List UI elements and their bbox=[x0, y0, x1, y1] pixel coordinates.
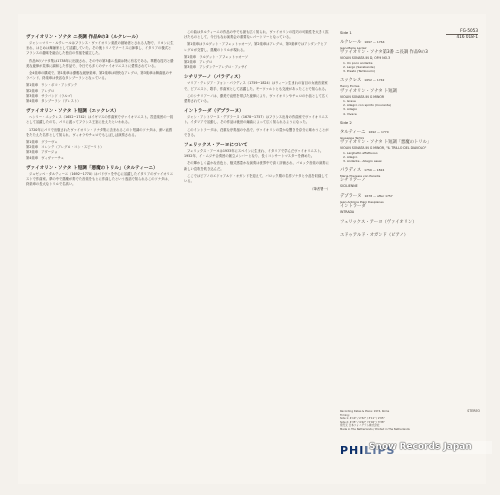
work-title-en: INTRADA bbox=[340, 210, 355, 215]
distributor: 発売元 日本フォノグラム株式会社 bbox=[340, 424, 380, 428]
recording-info bbox=[340, 410, 480, 432]
manufacture-note: Made in The Netherlands / Printed in The Netherlands bbox=[340, 427, 410, 431]
recording-dates: Recording Dates & Place: 1974, Rome bbox=[340, 410, 390, 413]
matrix-number: 416 018-1 bbox=[456, 34, 478, 40]
section-title-tartini: ヴァイオリン・ソナタ ト短調「悪魔のトリル」（タルティーニ） bbox=[26, 165, 158, 171]
side-1-label: Side 1 bbox=[340, 30, 352, 35]
composer-years: 1759 — 1824 bbox=[364, 168, 385, 173]
movement-line: 第3楽章 サラバンド（ラルゴ） bbox=[26, 93, 75, 98]
paragraph: ジャン・アントワーヌ・デプラーヌ（1678−1757）はフランス出身の作曲家でヴァイオリニスト。イタリアで活動し、その作品は後世の編曲によって広く知られるようになった。 bbox=[184, 115, 329, 125]
paragraph: このシチリアーノは、優美で哀愁を帯びた旋律により、ヴァイオリンやチェロの小品として広く愛奏されている。 bbox=[184, 93, 329, 104]
work-title-en: VIOLIN SONATA IN G MINOR, "IL TRILLO DEL DIAVOLO" bbox=[340, 146, 427, 151]
composer-years: 1692 — 1770 bbox=[368, 130, 389, 135]
movement: 3. Andante - Allegro assai bbox=[343, 159, 382, 164]
paragraph: 1720年にパリで出版されたヴァイオリン・ソナタ集に含まれるこのト短調のソナタは、深い哀感をたたえた名作として知られ、ヴィオラやチェロでもしばしば演奏される。 bbox=[26, 127, 173, 137]
timing-side-2: Side 2: 4'35" / 4'42" / 5'02" / 3'38" bbox=[340, 420, 385, 424]
liner-notes-sheet bbox=[18, 14, 486, 484]
paragraph: 作品9のソナタ集は1738年に出版され、その中の第3番ニ長調は特に有名である。華麗な技巧と優美な旋律が見事に調和した作品で、今日でも多くのヴァイオリニストに愛奏されている。 bbox=[26, 58, 174, 68]
work-title-jp: ヴァイオリン・ソナタ ト短調「悪魔のトリル」 bbox=[340, 140, 432, 146]
track-tartini bbox=[340, 129, 480, 163]
catalog-number: FG-5053 bbox=[460, 28, 478, 33]
track-paradis bbox=[340, 167, 480, 189]
philips-logo: PHILIPS bbox=[340, 444, 396, 457]
movement-line: 第2楽章 アレグロ bbox=[26, 88, 55, 93]
paragraph: 第1楽章はラルゲット・アフェットゥオーソ、第2楽章はアレグロ、第3楽章ではアンダンテとアレグロが交替し、悪魔のトリルが現れる。 bbox=[184, 42, 327, 52]
notes-column-2 bbox=[184, 30, 330, 480]
paragraph: この曲はタルティーニの作品の中でも最も広く知られ、ヴァイオリンの技巧の可能性を大きく拡げたものとして、今日もなお演奏会の重要なレパートリーとなっている。 bbox=[184, 30, 329, 40]
section-title-paradis: シチリアーノ（パラディス） bbox=[184, 75, 244, 81]
movement-line: 第1楽章 ウン・ポコ・アンダンテ bbox=[26, 83, 78, 88]
movement-line: 第1楽章 グラーヴェ bbox=[26, 140, 58, 145]
work-title-jp: ヴァイオリン・ソナタ第3番 ニ長調 作品9の3 bbox=[340, 50, 428, 56]
movement: 1. Grave bbox=[343, 99, 356, 104]
movement: 3. Presto (Tambourin) bbox=[343, 69, 376, 74]
paragraph: ここではピアノのエドゥアルド・オガンドを迎えて、バロック期の名作ソナタと小品を収録している。 bbox=[184, 173, 328, 184]
author-credit: （筆者署一） bbox=[310, 187, 330, 192]
track-listing bbox=[340, 30, 480, 450]
side-2-label: Side 2 bbox=[340, 119, 352, 125]
movement-line: 第2楽章 コレンテ（アレグロ・コン・スピーリト） bbox=[26, 145, 104, 150]
section-title-desplanes: イントラーダ（デプラーヌ） bbox=[184, 109, 244, 115]
work-title-en: VIOLIN SONATA IN D, OP.9 NO.3 bbox=[340, 56, 391, 61]
composer-en: Jean Antoine Piani Desplanes bbox=[340, 199, 384, 204]
paragraph: マリア・テレジア・フォン・パラディス（1759−1824）はウィーン生まれの盲目の女流音楽家で、ピアニスト、歌手、作曲家として活躍した。モーツァルトとも交流があったことで知られる。 bbox=[184, 81, 329, 91]
performer-violin: フェリックス・アーヨ（ヴァイオリン） bbox=[340, 220, 417, 226]
movement: 1. Un poco andante bbox=[343, 60, 373, 65]
composer-years: 1678 — after 1757 bbox=[364, 193, 393, 198]
movement: 1. Larghetto affettuoso bbox=[343, 150, 378, 155]
composer-years: 1652 — 1742 bbox=[364, 78, 385, 83]
composer-jp: タルティーニ bbox=[340, 130, 366, 136]
movement-line: 第2楽章 アレグロ bbox=[184, 60, 213, 65]
composer-jp: エックレス bbox=[340, 78, 362, 84]
notes-column-1 bbox=[26, 30, 174, 480]
movement-line: 第4楽章 タンブーラン（プレスト） bbox=[26, 99, 81, 104]
track-leclair bbox=[340, 39, 480, 73]
movement: 2. Largo (Sarabande) bbox=[343, 65, 375, 70]
composer-jp: ルクレール bbox=[340, 40, 362, 46]
movement-line: 第3楽章 アンダンテ−アレグロ・アッサイ bbox=[184, 65, 248, 70]
paragraph: ヘンリー・エックレス（1652−1742）はイギリスの作曲家でヴァイオリニスト。宮廷楽団の一員として活躍したのち、パリに渡ってフランス王室に仕えたといわれる。 bbox=[26, 115, 174, 125]
movement: 2. Allegro bbox=[343, 154, 358, 159]
movement: 3. Adagio bbox=[343, 107, 358, 112]
composer-en: Giuseppe Tartini bbox=[340, 136, 365, 141]
watermark-text: Snow Records Japan bbox=[369, 442, 472, 452]
paragraph: 全4楽章の構成で、第1楽章は優雅な緩徐楽章、第2楽章は明快なアレグロ、第3楽章は舞曲風のサラバンド、終楽章は快活なタンブーランとなっている。 bbox=[26, 71, 173, 81]
section-title-eccles: ヴァイオリン・ソナタ ト短調（エックレス） bbox=[26, 109, 119, 115]
movement-line: 第4楽章 ヴィヴァーチェ bbox=[26, 155, 65, 160]
paragraph: ジャン＝マリー・ルクレールはフランス・ヴァイオリン楽派の創始者とされる人物で、リヨンに生まれ、はじめは舞踊家として活躍していた。その後トリノでソーミスに師事し、イタリアの様式とフランスの趣味を融合した独自の作風を確立した。 bbox=[26, 41, 174, 56]
timing-label: Timing: bbox=[340, 413, 350, 417]
track-desplanes bbox=[340, 193, 480, 215]
work-title-jp: イントラーダ bbox=[340, 204, 366, 210]
paragraph: ジュゼッペ・タルティーニ（1692−1770）はパドヴァを中心に活躍したイタリアのヴァイオリニストで作曲家。夢の中で悪魔が奏でた音楽をもとに作曲したという逸話で知られるこのソナタは、終楽章の長大なトリルで名高い。 bbox=[26, 171, 174, 187]
movement-line: 第1楽章 ラルゲット・アフェットゥオーソ bbox=[184, 54, 249, 59]
composer-jp: パラディス bbox=[340, 168, 362, 174]
section-title-leclair: ヴァイオリン・ソナタ ニ長調 作品9の3（ルクレール） bbox=[26, 35, 141, 40]
composer-years: 1697 — 1764 bbox=[364, 40, 385, 45]
work-title-en: SICILIENNE bbox=[340, 184, 358, 189]
paragraph: その輝かしく温かな音色と、様式感豊かな演奏は世界中で高く評価され、バロック音楽の演奏に新しい息吹を吹き込んだ。 bbox=[184, 161, 329, 171]
movement: 2. Allegro con spirito (Courante) bbox=[343, 103, 392, 108]
section-title-ayo: フェリックス・アーヨについて bbox=[184, 143, 248, 149]
composer-en: Maria-Theresia von Paradis bbox=[340, 174, 381, 179]
track-eccles bbox=[340, 77, 480, 115]
composer-en: Jean-Marie Leclair bbox=[340, 46, 367, 51]
work-title-en: VIOLIN SONATA IN G MINOR bbox=[340, 94, 385, 99]
movement: 4. Vivace bbox=[343, 111, 357, 116]
stereo-label: STEREO bbox=[467, 409, 480, 413]
paragraph: このイントラーダは、荘重な序奏風の小品で、ヴァイオリンの豊かな響きを存分に味わうことができる。 bbox=[184, 127, 329, 137]
timing-side-1: Side 1: 4'10" / 2'32" / 3'11" / 2'05" bbox=[340, 417, 385, 421]
work-title-jp: シチリアーノ bbox=[340, 178, 366, 184]
work-title-jp: ヴァイオリン・ソナタ ト短調 bbox=[340, 88, 397, 94]
paragraph: フェリックス・アーヨは1933年にスペインに生まれ、イタリアで学んだヴァイオリニスト。1952年、イ・ムジチ合奏団の創立メンバーとなり、長くコンサートマスターを務めた。 bbox=[184, 149, 324, 159]
composer-jp: デプラーヌ bbox=[340, 193, 362, 199]
performer-piano: エドゥアルド・オガンド（ピアノ） bbox=[340, 232, 408, 238]
composer-en: Henry Eccles bbox=[340, 84, 360, 89]
movement-line: 第3楽章 アダージョ bbox=[26, 150, 58, 155]
